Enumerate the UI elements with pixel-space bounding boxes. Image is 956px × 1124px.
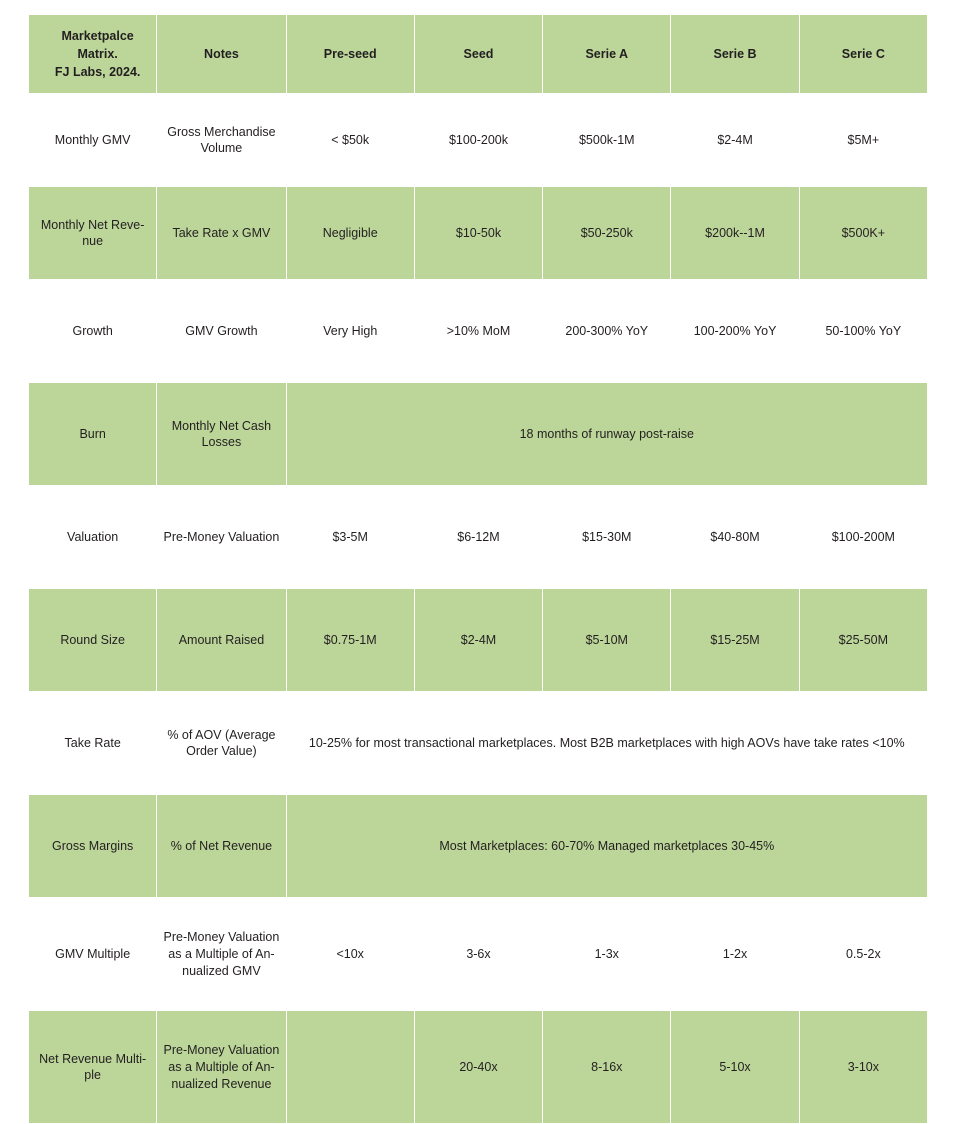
cell-value: 5-10x [671,1011,799,1124]
row-label: Monthly Net Reve-nue [29,187,157,280]
table-row [29,94,928,187]
row-label: Round Size [29,589,157,692]
cell-value: 20-40x [414,1011,542,1124]
cell-value: $15-30M [543,486,671,589]
cell-value: $500K+ [799,187,927,280]
row-label: Net Revenue Multi-ple [29,1011,157,1124]
table-row [29,486,928,589]
cell-value: $2-4M [414,589,542,692]
cell-value: $500k-1M [543,94,671,187]
cell-value: 3-10x [799,1011,927,1124]
row-notes: Gross Merchandise Volume [157,94,286,187]
cell-value: < $50k [286,94,414,187]
row-notes: % of AOV (Average Order Value) [157,692,286,795]
cell-value: $6-12M [414,486,542,589]
table-title-line-2: Matrix. [77,47,118,62]
row-label: Monthly GMV [29,94,157,187]
cell-value: $3-5M [286,486,414,589]
row-notes: Amount Raised [157,589,286,692]
row-notes: Pre-Money Valuation [157,486,286,589]
cell-value: >10% MoM [414,280,542,383]
cell-value-span: Most Marketplaces: 60-70% Managed marketplaces 30-45% [286,795,927,898]
table-row [29,589,928,692]
table-row [29,795,928,898]
cell-value: $25-50M [799,589,927,692]
column-header-notes: Notes [157,15,286,94]
cell-value: <10x [286,898,414,1011]
cell-value: $5M+ [799,94,927,187]
table-row [29,1011,928,1124]
cell-value: 8-16x [543,1011,671,1124]
table-title [29,15,157,94]
cell-value: 100-200% YoY [671,280,799,383]
row-label: Gross Margins [29,795,157,898]
column-header-serie-b: Serie B [671,15,799,94]
table-title-line-3: FJ Labs, 2024. [54,65,141,80]
table-row [29,898,928,1011]
cell-value: $5-10M [543,589,671,692]
cell-value: $2-4M [671,94,799,187]
row-notes: Pre-Money Valuation as a Multiple of An-nualized GMV [157,898,286,1011]
row-label: Take Rate [29,692,157,795]
cell-value: 1-3x [543,898,671,1011]
cell-value: $10-50k [414,187,542,280]
cell-value: $200k--1M [671,187,799,280]
table-row [29,383,928,486]
row-notes: Pre-Money Valuation as a Multiple of An-nualized Revenue [157,1011,286,1124]
row-notes: % of Net Revenue [157,795,286,898]
cell-value: Negligible [286,187,414,280]
table-row [29,692,928,795]
row-notes: Monthly Net Cash Losses [157,383,286,486]
cell-value-span: 10-25% for most transactional marketplaces. Most B2B marketplaces with high AOVs have take rates <10% [286,692,927,795]
cell-value: 3-6x [414,898,542,1011]
column-header-serie-a: Serie A [543,15,671,94]
table-header-row [29,15,928,94]
table-row [29,280,928,383]
cell-value: 50-100% YoY [799,280,927,383]
cell-value: $40-80M [671,486,799,589]
row-label: Growth [29,280,157,383]
cell-value: Very High [286,280,414,383]
row-notes: Take Rate x GMV [157,187,286,280]
cell-value: $100-200M [799,486,927,589]
row-label: GMV Multiple [29,898,157,1011]
row-label: Valuation [29,486,157,589]
cell-value: 0.5-2x [799,898,927,1011]
marketplace-matrix-table [28,14,928,1124]
column-header-pre-seed: Pre-seed [286,15,414,94]
table-row [29,187,928,280]
row-notes: GMV Growth [157,280,286,383]
table-title-line-1: Marketpalce [61,29,134,43]
cell-value: $0.75-1M [286,589,414,692]
cell-value: $50-250k [543,187,671,280]
column-header-seed: Seed [414,15,542,94]
cell-value: 200-300% YoY [543,280,671,383]
cell-value: $15-25M [671,589,799,692]
row-label: Burn [29,383,157,486]
cell-value: 1-2x [671,898,799,1011]
cell-value-span: 18 months of runway post-raise [286,383,927,486]
cell-value [286,1011,414,1124]
column-header-serie-c: Serie C [799,15,927,94]
cell-value: $100-200k [414,94,542,187]
